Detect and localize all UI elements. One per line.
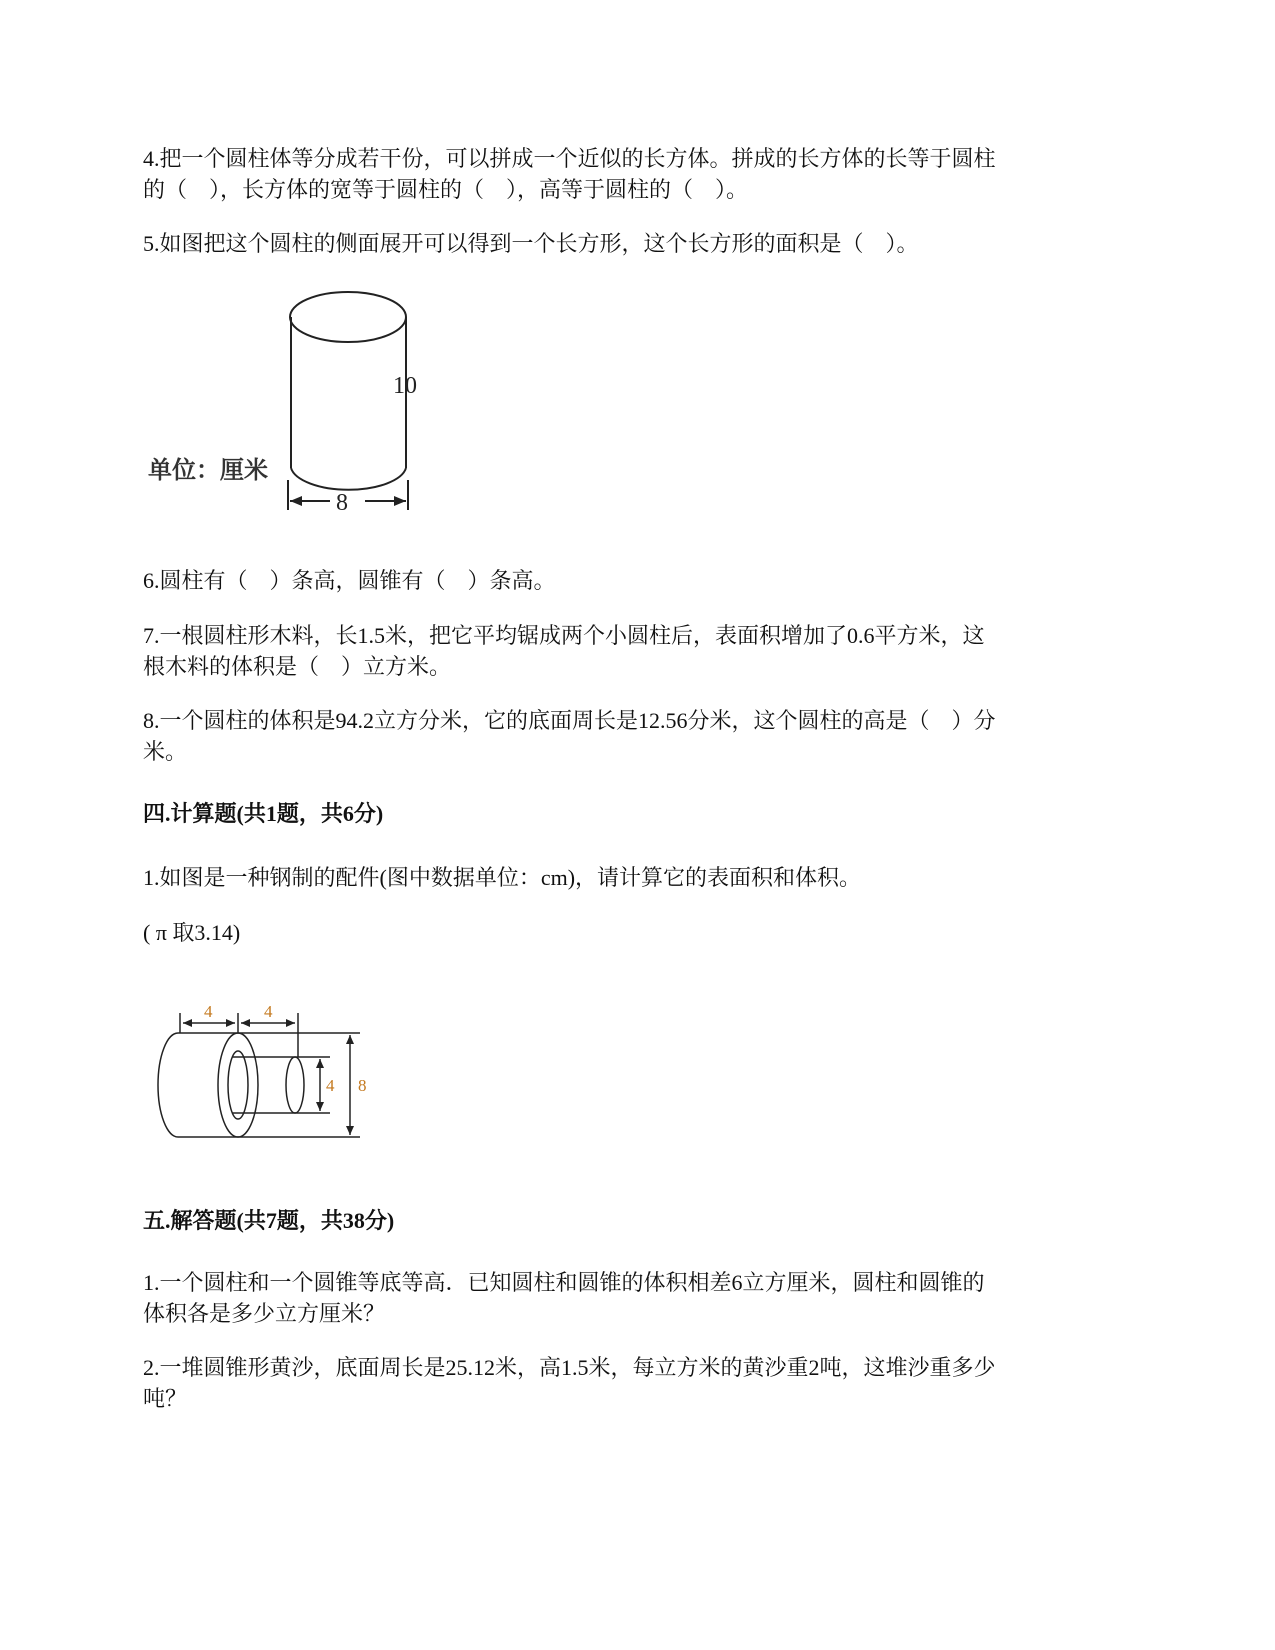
- length-label-2: 4: [264, 1002, 273, 1021]
- answer-question-1: [143, 1267, 1083, 1329]
- unit-label: 单位：厘米: [148, 458, 268, 484]
- question-text-line: 1.一个圆柱和一个圆锥等底等高．已知圆柱和圆锥的体积相差6立方厘米，圆柱和圆锥的: [143, 1270, 985, 1295]
- question-text-line: 2.一堆圆锥形黄沙，底面周长是25.12米，高1.5米，每立方米的黄沙重2吨，这堆沙重多少: [143, 1355, 996, 1380]
- section-heading: 四.计算题(共1题，共6分): [143, 801, 384, 826]
- question-text-line: 吨？: [143, 1386, 188, 1411]
- question-5: [143, 228, 1083, 259]
- question-text-line: 米。: [143, 739, 188, 764]
- question-6: [143, 565, 1083, 596]
- question-text-line: 体积各是多少立方厘米？: [143, 1301, 386, 1326]
- answer-question-2: [143, 1352, 1083, 1414]
- pi-note: ( π 取3.14): [143, 920, 241, 945]
- inner-diameter-label: 4: [326, 1076, 335, 1095]
- diameter-label: 8: [336, 490, 348, 516]
- length-label-1: 4: [204, 1002, 213, 1021]
- cylinder-figure: [140, 280, 440, 520]
- height-label: 10: [393, 373, 417, 399]
- question-text-line: 6.圆柱有（ ）条高，圆锥有（ ）条高。: [143, 568, 556, 593]
- outer-diameter-label: 8: [358, 1076, 367, 1095]
- calc-question-1: [143, 862, 1083, 893]
- question-text-line: 5.如图把这个圆柱的侧面展开可以得到一个长方形，这个长方形的面积是（ ）。: [143, 231, 919, 256]
- question-4: [143, 143, 1083, 205]
- question-text-line: 7.一根圆柱形木料，长1.5米，把它平均锯成两个小圆柱后，表面积增加了0.6平方米，这: [143, 623, 985, 648]
- question-text-line: 8.一个圆柱的体积是94.2立方分米，它的底面周长是12.56分米，这个圆柱的高是（ ）分: [143, 708, 996, 733]
- question-text-line: 根木料的体积是（ ）立方米。: [143, 654, 452, 679]
- question-8: [143, 705, 1083, 767]
- question-7: [143, 620, 1083, 682]
- steel-part-figure: [140, 995, 380, 1155]
- section-heading: 五.解答题(共7题，共38分): [143, 1208, 395, 1233]
- question-text-line: 4.把一个圆柱体等分成若干份，可以拼成一个近似的长方体。拼成的长方体的长等于圆柱: [143, 146, 996, 171]
- question-text-line: 1.如图是一种钢制的配件(图中数据单位：cm)，请计算它的表面积和体积。: [143, 865, 862, 890]
- question-text-line: 的（ ），长方体的宽等于圆柱的（ ），高等于圆柱的（ ）。: [143, 177, 749, 202]
